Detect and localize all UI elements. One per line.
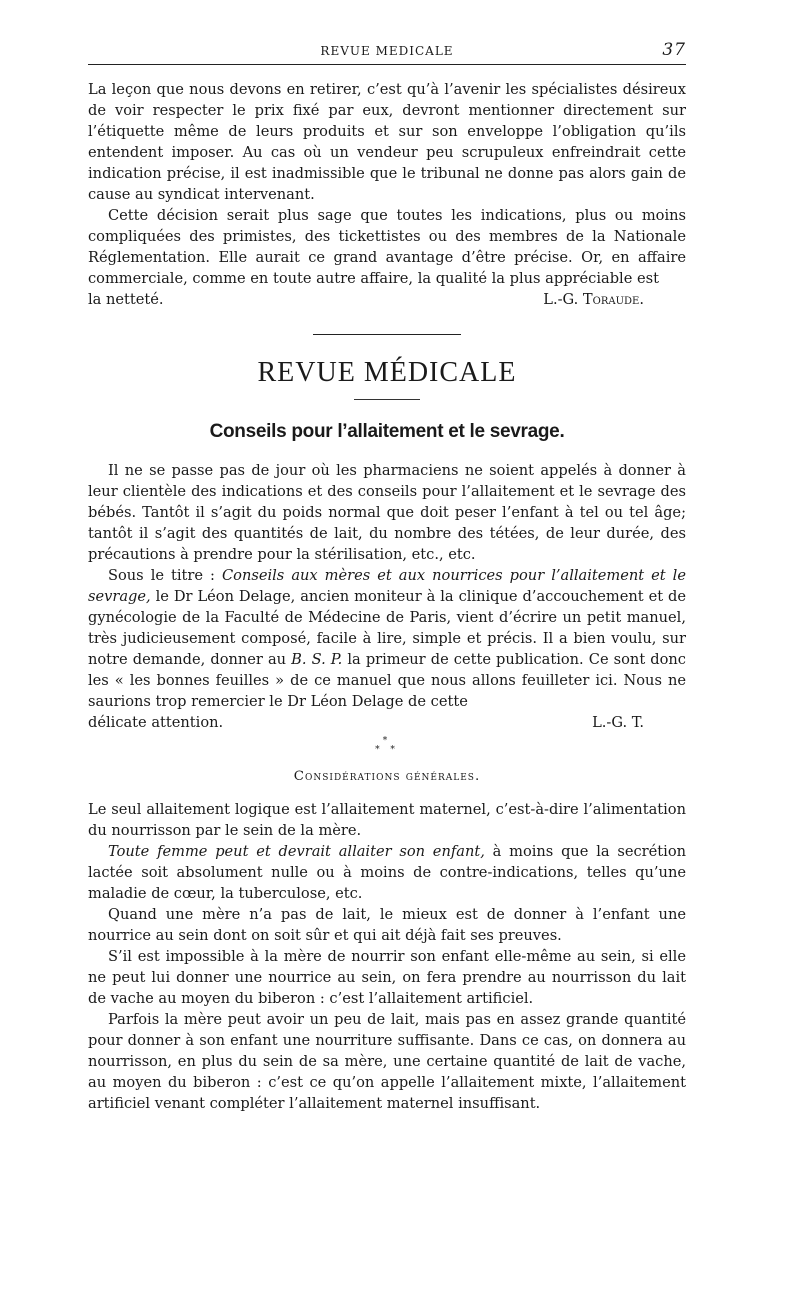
intro-block <box>88 79 686 310</box>
article-closing-line <box>88 712 686 733</box>
article-paragraph-1: Il ne se passe pas de jour où les pharmaciens ne soient appelés à donner à leur clientèle des indications et des conseils pour l’allaitement et le sevrage des bébés. Tantôt il s’agit du poids normal que doit peser l’enfant à tel ou tel âge; tantôt il s’agit des quantités de lait, du nombre des tétées, de leur durée, des précautions à prendre pour la stérilisation, etc., etc. <box>88 462 686 563</box>
general-paragraph-4: S’il est impossible à la mère de nourrir son enfant elle-même au sein, si elle ne peut lui donner une nourrice au sein, on fera prendre au nourrisson du lait de vache au moyen du biberon : c’est l’allaitement artificiel. <box>88 948 686 1007</box>
general-p2-rest: à moins que la secrétion lactée soit absolument nulle ou à moins de contre-indications, telles qu’une maladie de cœur, la tuberculose, etc. <box>88 843 686 902</box>
title-underline <box>354 399 420 400</box>
intro-closing-line <box>88 289 686 310</box>
asterism <box>88 737 686 755</box>
general-considerations <box>88 799 686 1114</box>
article-p2-lead: Sous le titre : <box>108 567 222 584</box>
page-number: 37 <box>662 40 686 60</box>
article-p2-tail: la primeur de cette publication. Ce sont donc les « les bonnes feuilles » de ce manuel que nous allons feuilleter ici. Nous ne saurions trop remercier le Dr Léon Delage de cette <box>88 651 686 710</box>
general-paragraph-1: Le seul allaitement logique est l’allaitement maternel, c’est-à-dire l’alimentation du nourrisson par le sein de la mère. <box>88 801 686 839</box>
intro-closing-text: la netteté. <box>88 291 164 308</box>
article-p2-body: le Dr Léon Delage, ancien moniteur à la clinique d’accouchement et de gynécologie de la Faculté de Médecine de Paris, vient d’écrire un petit manuel, très judicieusement composé, facile à lire, simple et précis. Il a bien voulu, sur notre demande, donner au <box>88 588 686 668</box>
section-divider <box>313 334 461 335</box>
page <box>88 38 686 1114</box>
asterism-bottom: * * <box>375 745 399 755</box>
article-title: Conseils pour l’allaitement et le sevrage. <box>209 421 565 442</box>
intro-paragraph-1: La leçon que nous devons en retirer, c’est qu’à l’avenir les spécialistes désireux de voir respecter le prix fixé par eux, devront mentionner directement sur l’étiquette même de leurs produits et sur son enveloppe l’obligation qu’ils entendent imposer. Au cas où un vendeur peu scrupuleux enfreindrait cette indication précise, il est inadmissible que le tribunal ne donne pas alors gain de cause au syndicat intervenant. <box>88 81 686 203</box>
article-signature: L.-G. T. <box>592 714 644 731</box>
article-intro <box>88 460 686 733</box>
section-title: REVUE MÉDICALE <box>257 357 517 388</box>
running-header <box>88 38 686 65</box>
intro-signature: L.-G. Toraude. <box>543 291 644 308</box>
journal-abbrev: B. S. P. <box>291 651 343 668</box>
running-title: REVUE MEDICALE <box>320 44 454 58</box>
general-p2-emphasis: Toute femme peut et devrait allaiter son enfant, <box>108 843 485 860</box>
subheading: Considérations générales. <box>293 769 481 784</box>
article-closing-text: délicate attention. <box>88 714 224 731</box>
asterism-top: * <box>382 736 392 746</box>
general-paragraph-3: Quand une mère n’a pas de lait, le mieux est de donner à l’enfant une nourrice au sein dont on soit sûr et qui ait déjà fait ses preuves. <box>88 906 686 944</box>
book-title: Conseils aux mères et aux nourrices pour l’allaitement et le sevrage, <box>88 567 686 605</box>
intro-paragraph-2: Cette décision serait plus sage que toutes les indications, plus ou moins compliquées des primistes, des tickettistes ou des membres de la Nationale Réglementation. Elle aurait ce grand avantage d’être précise. Or, en affaire commerciale, comme en toute autre affaire, la qualité la plus appréciable est <box>88 207 686 287</box>
general-paragraph-5: Parfois la mère peut avoir un peu de lait, mais pas en assez grande quantité pour donner à son enfant une nourriture suffisante. Dans ce cas, on donnera au nourrisson, en plus du sein de sa mère, une certaine quantité de lait de vache, au moyen du biberon : c’est ce qu’on appelle l’allaitement mixte, l’allaitement artificiel venant compléter l’allaitement maternel insuffisant. <box>88 1011 686 1112</box>
article-paragraph-2 <box>88 565 686 712</box>
general-paragraph-2 <box>88 841 686 904</box>
